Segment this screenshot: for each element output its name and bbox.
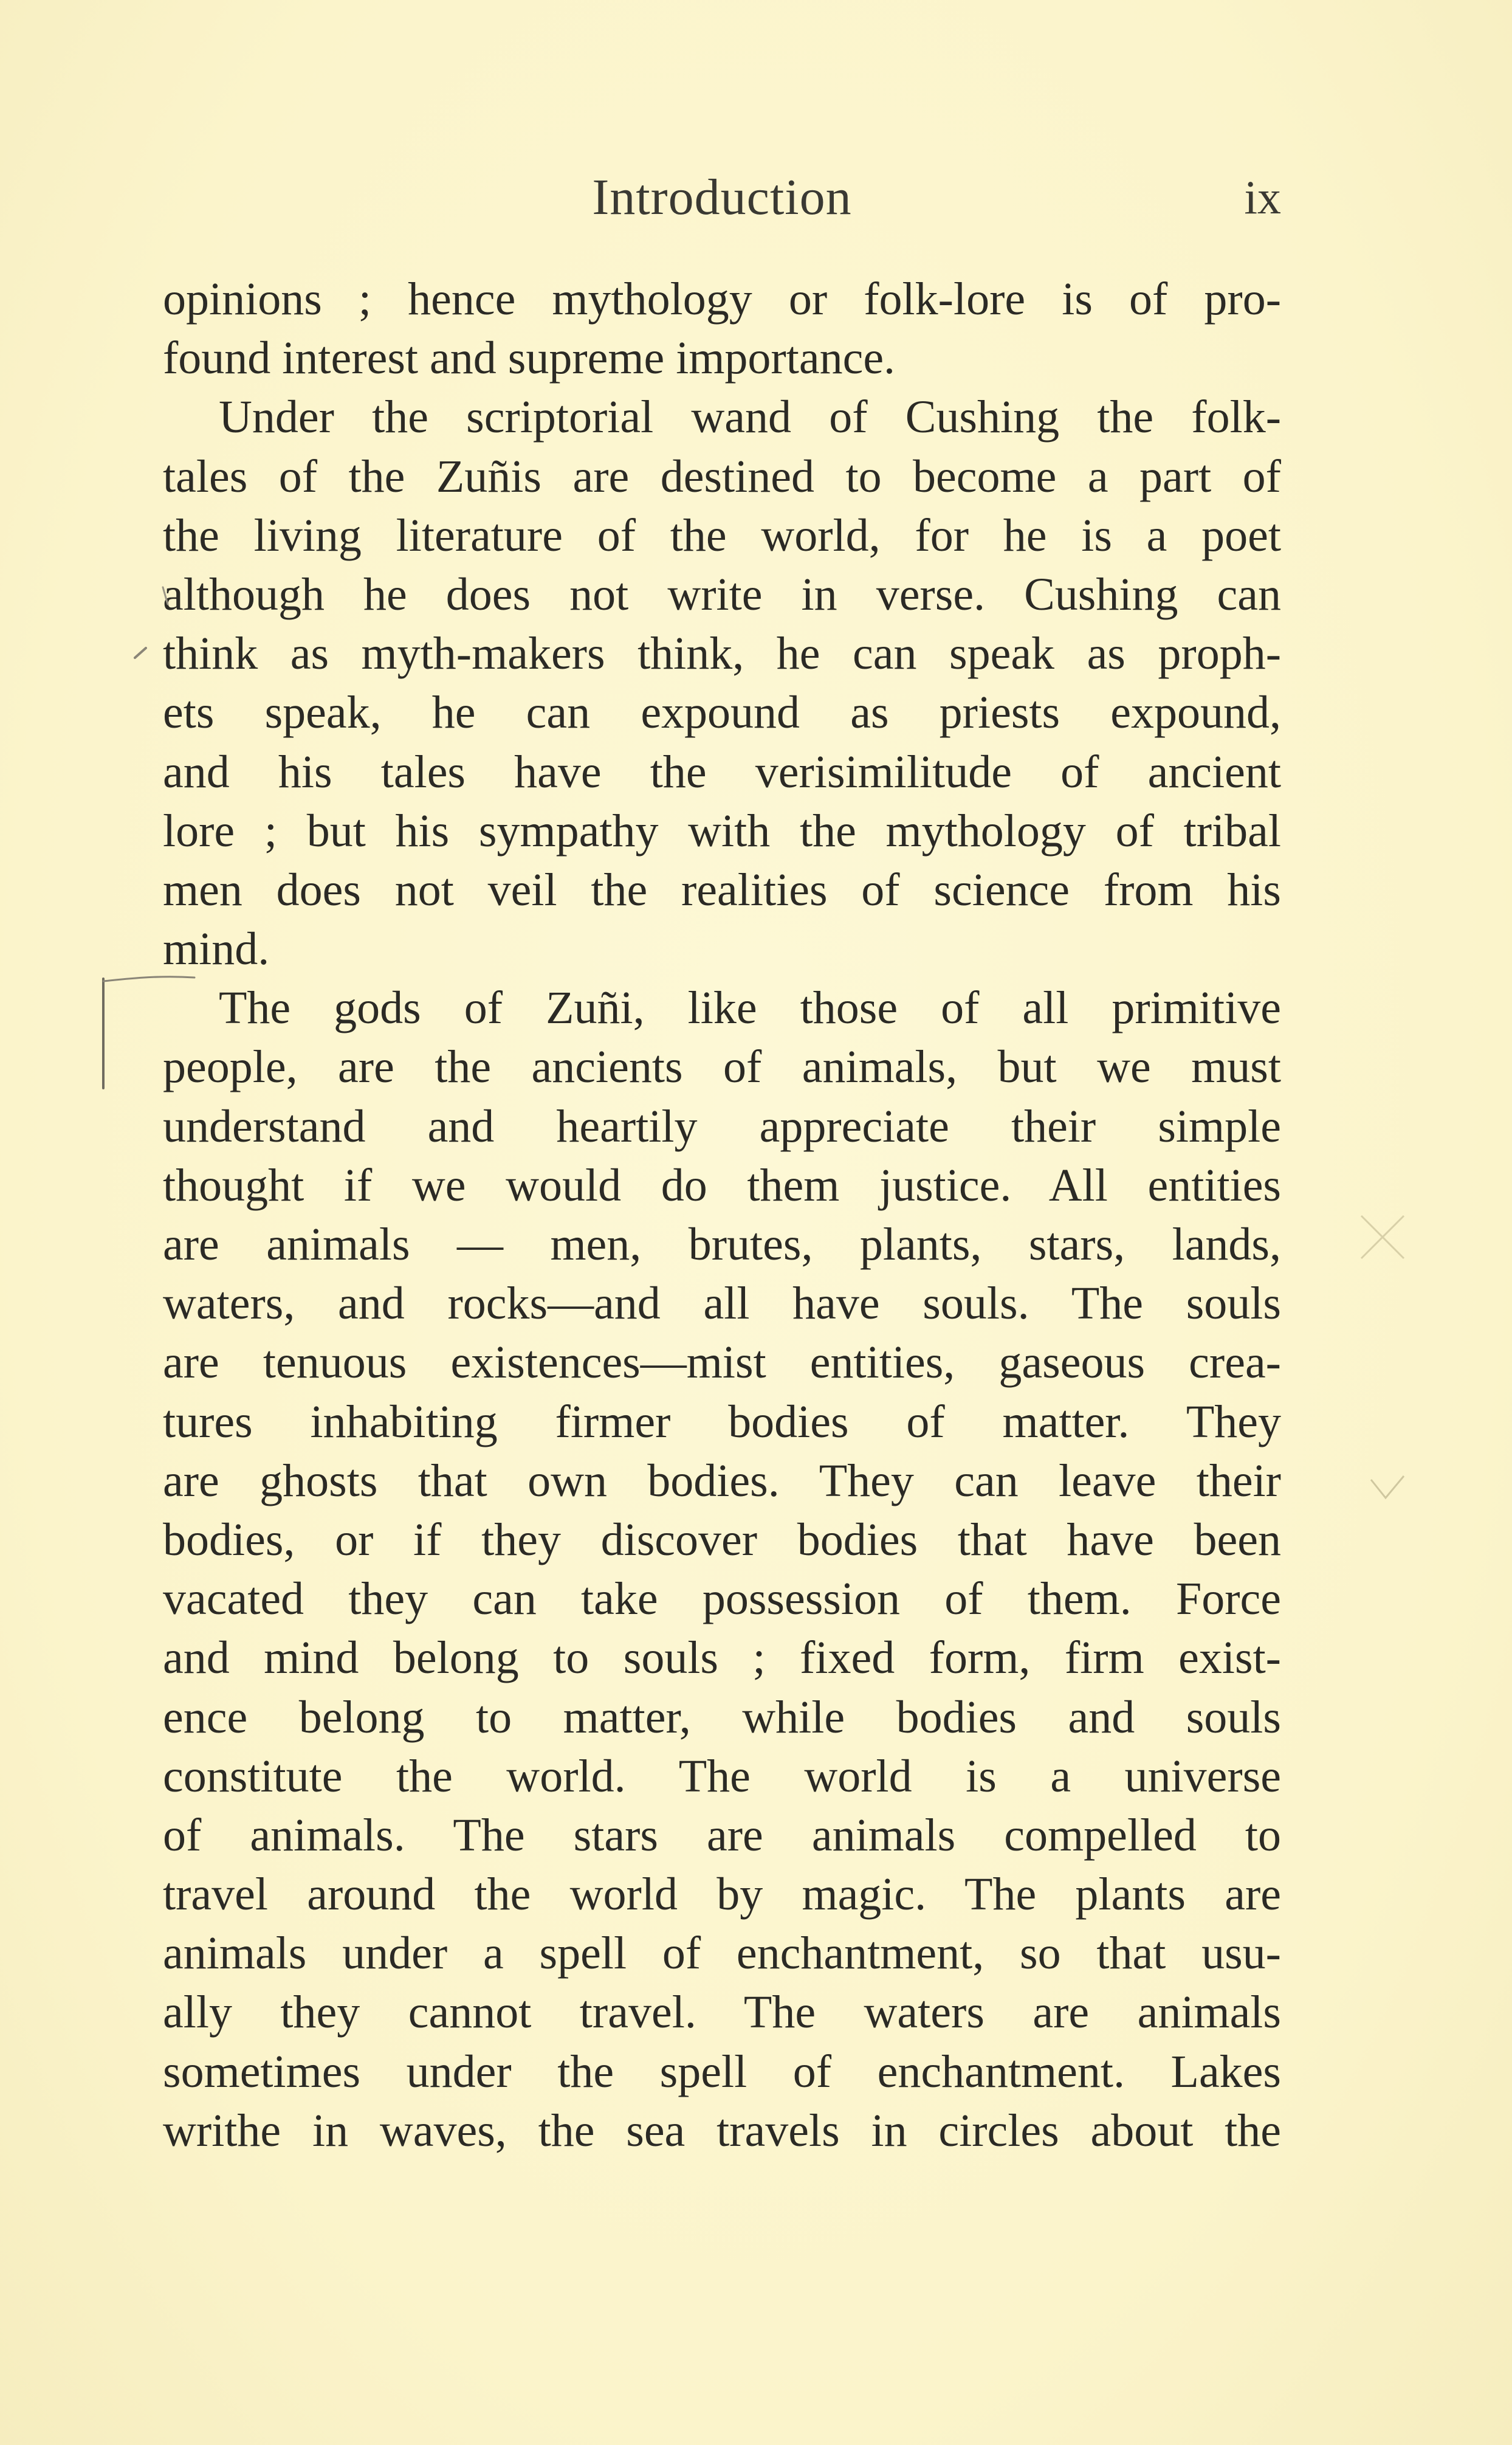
pencil-paragraph-bracket bbox=[91, 973, 201, 1094]
body-text bbox=[163, 270, 1281, 2160]
text-line: sometimes under the spell of enchantment. Lakes bbox=[163, 2046, 1281, 2097]
text-line: ets speak, he can expound as priests expound, bbox=[163, 687, 1281, 739]
text-line: ence belong to matter, while bodies and souls bbox=[163, 1691, 1281, 1743]
text-line: understand and heartily appreciate their simple bbox=[163, 1100, 1281, 1152]
text-line: writhe in waves, the sea travels in circles about the bbox=[163, 2105, 1281, 2156]
text-line: tures inhabiting firmer bodies of matter. They bbox=[163, 1396, 1281, 1447]
text-line: bodies, or if they discover bodies that have been bbox=[163, 1514, 1281, 1565]
pencil-underline-mark bbox=[159, 584, 184, 608]
text-line: animals under a spell of enchantment, so that usu- bbox=[163, 1928, 1281, 1979]
text-line: and mind belong to souls ; fixed form, firm exist- bbox=[163, 1632, 1281, 1684]
text-line: thought if we would do them justice. All entities bbox=[163, 1159, 1281, 1211]
running-title: Introduction bbox=[592, 169, 852, 226]
text-line: opinions ; hence mythology or folk-lore is of pro- bbox=[163, 274, 1281, 325]
text-line: The gods of Zuñi, like those of all primitive bbox=[219, 982, 1281, 1034]
text-line: although he does not write in verse. Cushing can bbox=[163, 568, 1281, 620]
page-number: ix bbox=[1244, 171, 1281, 224]
text-line: are tenuous existences—mist entities, gaseous crea- bbox=[163, 1337, 1281, 1388]
pencil-tick-mark bbox=[132, 643, 151, 661]
text-line: found interest and supreme importance. bbox=[163, 333, 896, 384]
text-line: waters, and rocks—and all have souls. The souls bbox=[163, 1278, 1281, 1329]
text-line: tales of the Zuñis are destined to become a part of bbox=[163, 450, 1281, 502]
text-line: the living literature of the world, for he is a poet bbox=[163, 509, 1281, 561]
text-line: people, are the ancients of animals, but we must bbox=[163, 1041, 1281, 1093]
text-line: constitute the world. The world is a universe bbox=[163, 1750, 1281, 1802]
text-line: are ghosts that own bodies. They can leave their bbox=[163, 1455, 1281, 1506]
text-line: think as myth-makers think, he can speak as proph- bbox=[163, 628, 1281, 680]
text-line: travel around the world by magic. The plants are bbox=[163, 1869, 1281, 1920]
text-line: ally they cannot travel. The waters are animals bbox=[163, 1987, 1281, 2038]
pencil-check-mark bbox=[1367, 1471, 1410, 1508]
text-line: men does not veil the realities of science from his bbox=[163, 864, 1281, 916]
text-line: of animals. The stars are animals compelled to bbox=[163, 1809, 1281, 1861]
text-line: lore ; but his sympathy with the mythology of tribal bbox=[163, 805, 1281, 857]
text-line: and his tales have the verisimilitude of ancient bbox=[163, 746, 1281, 798]
text-line: are animals — men, brutes, plants, stars, lands, bbox=[163, 1219, 1281, 1270]
pencil-cross-mark bbox=[1355, 1210, 1410, 1264]
running-head bbox=[163, 164, 1281, 231]
text-line: Under the scriptorial wand of Cushing the folk- bbox=[219, 391, 1281, 443]
text-line: vacated they can take possession of them. Force bbox=[163, 1573, 1281, 1625]
text-line: mind. bbox=[163, 923, 270, 975]
